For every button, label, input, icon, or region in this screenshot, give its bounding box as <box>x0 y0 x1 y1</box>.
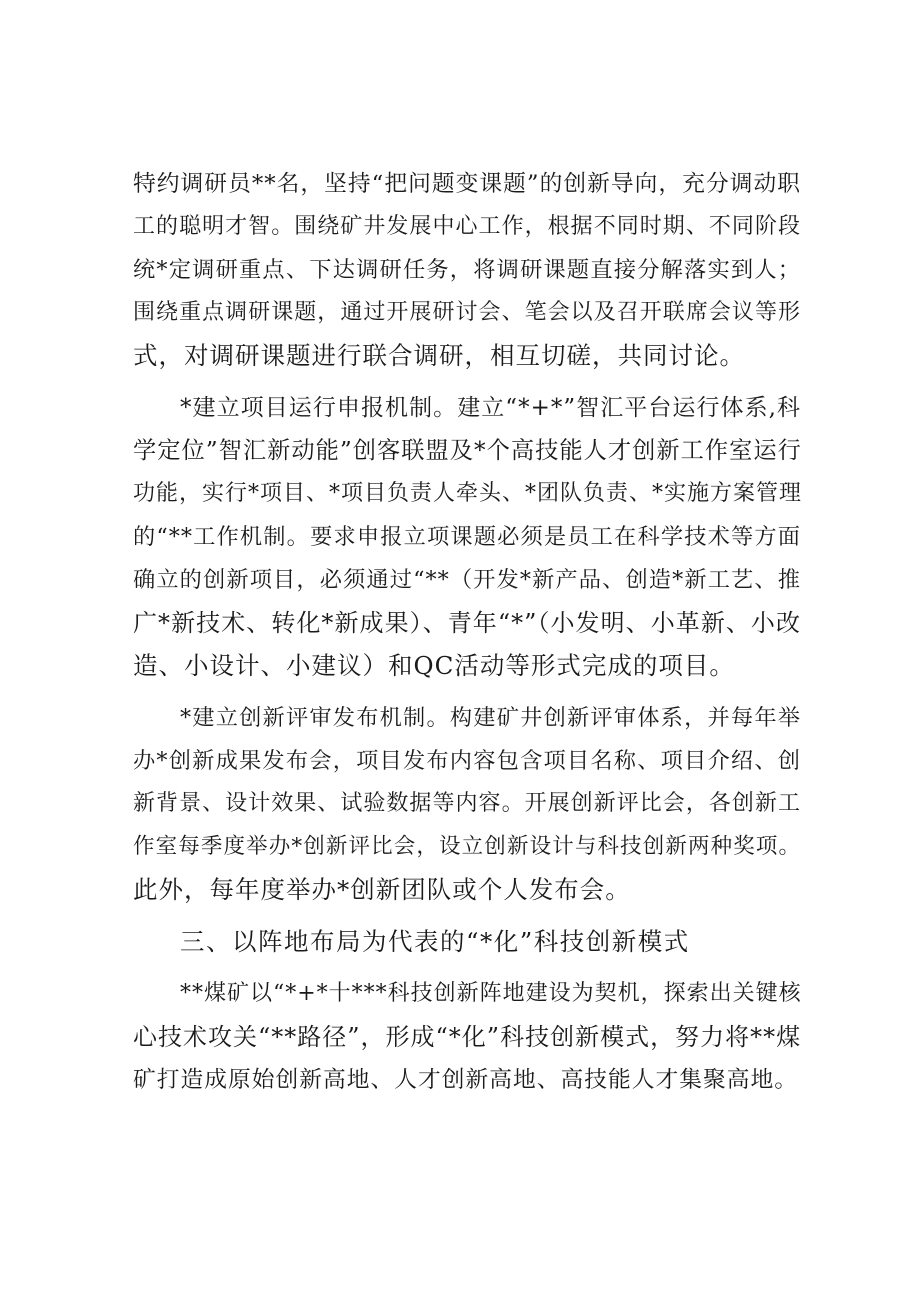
paragraph-3-line-4: 作室每季度举办*创新评比会，设立创新设计与科技创新两种奖项。 <box>133 834 801 859</box>
paragraph-2-line-3: 功能，实行*项目、*项目负责人牵头、*团队负责、*实施方案管理 <box>133 481 803 506</box>
paragraph-1-line-1: 特约调研员**名，坚持“把问题变课题”的创新导向，充分调动职 <box>133 171 801 197</box>
paragraph-2-line-2: 学定位”智汇新动能”创客联盟及*个高技能人才创新工作室运行 <box>133 437 802 464</box>
paragraph-3-line-3: 新背景、设计效果、试验数据等内容。开展创新评比会，各创新工 <box>133 791 801 816</box>
paragraph-4-line-3: 矿打造成原始创新高地、人才创新高地、高技能人才集聚高地。 <box>133 1067 798 1093</box>
paragraph-3-line-1: *建立创新评审发布机制。构建矿井创新评审体系，并每年举 <box>180 705 801 731</box>
paragraph-1-line-4: 围绕重点调研课题，通过开展研讨会、笔会以及召开联席会议等形 <box>133 300 801 325</box>
paragraph-1-line-5: 式，对调研课题进行联合调研，相互切磋，共同讨论。 <box>133 341 745 370</box>
section-heading-3: 三、以阵地布局为代表的“*化”科技创新模式 <box>180 927 690 956</box>
paragraph-3-line-2: 办*创新成果发布会，项目发布内容包含项目名称、项目介绍、创 <box>133 748 801 774</box>
paragraph-4-line-1: **煤矿以“*+*十***科技创新阵地建设为契机，探索出关键核 <box>180 981 802 1006</box>
paragraph-1-line-3: 统*定调研重点、下达调研任务，将调研课题直接分解落实到人； <box>133 257 801 283</box>
paragraph-3-line-5: 此外，每年度举办*创新团队或个人发布会。 <box>133 875 631 904</box>
paragraph-1-line-2: 工的聪明才智。围绕矿井发展中心工作，根据不同时期、不同阶段 <box>133 214 801 239</box>
paragraph-2-line-7: 造、小设计、小建议）和QC活动等形式完成的项目。 <box>133 651 735 680</box>
paragraph-2-line-1: *建立项目运行申报机制。建立“*+*”智汇平台运行体系,科 <box>180 395 801 421</box>
paragraph-2-line-4: 的“**工作机制。要求申报立项课题必须是员工在科学技术等方面 <box>133 524 801 550</box>
paragraph-2-line-6: 广*新技术、转化*新成果）、青年“*”（小发明、小革新、小改 <box>133 609 801 637</box>
paragraph-2-line-5: 确立的创新项目，必须通过“**（开发*新产品、创造*新工艺、推 <box>133 567 801 593</box>
paragraph-4-line-2: 心技术攻关“**路径”，形成“*化”科技创新模式，努力将**煤 <box>133 1023 802 1051</box>
